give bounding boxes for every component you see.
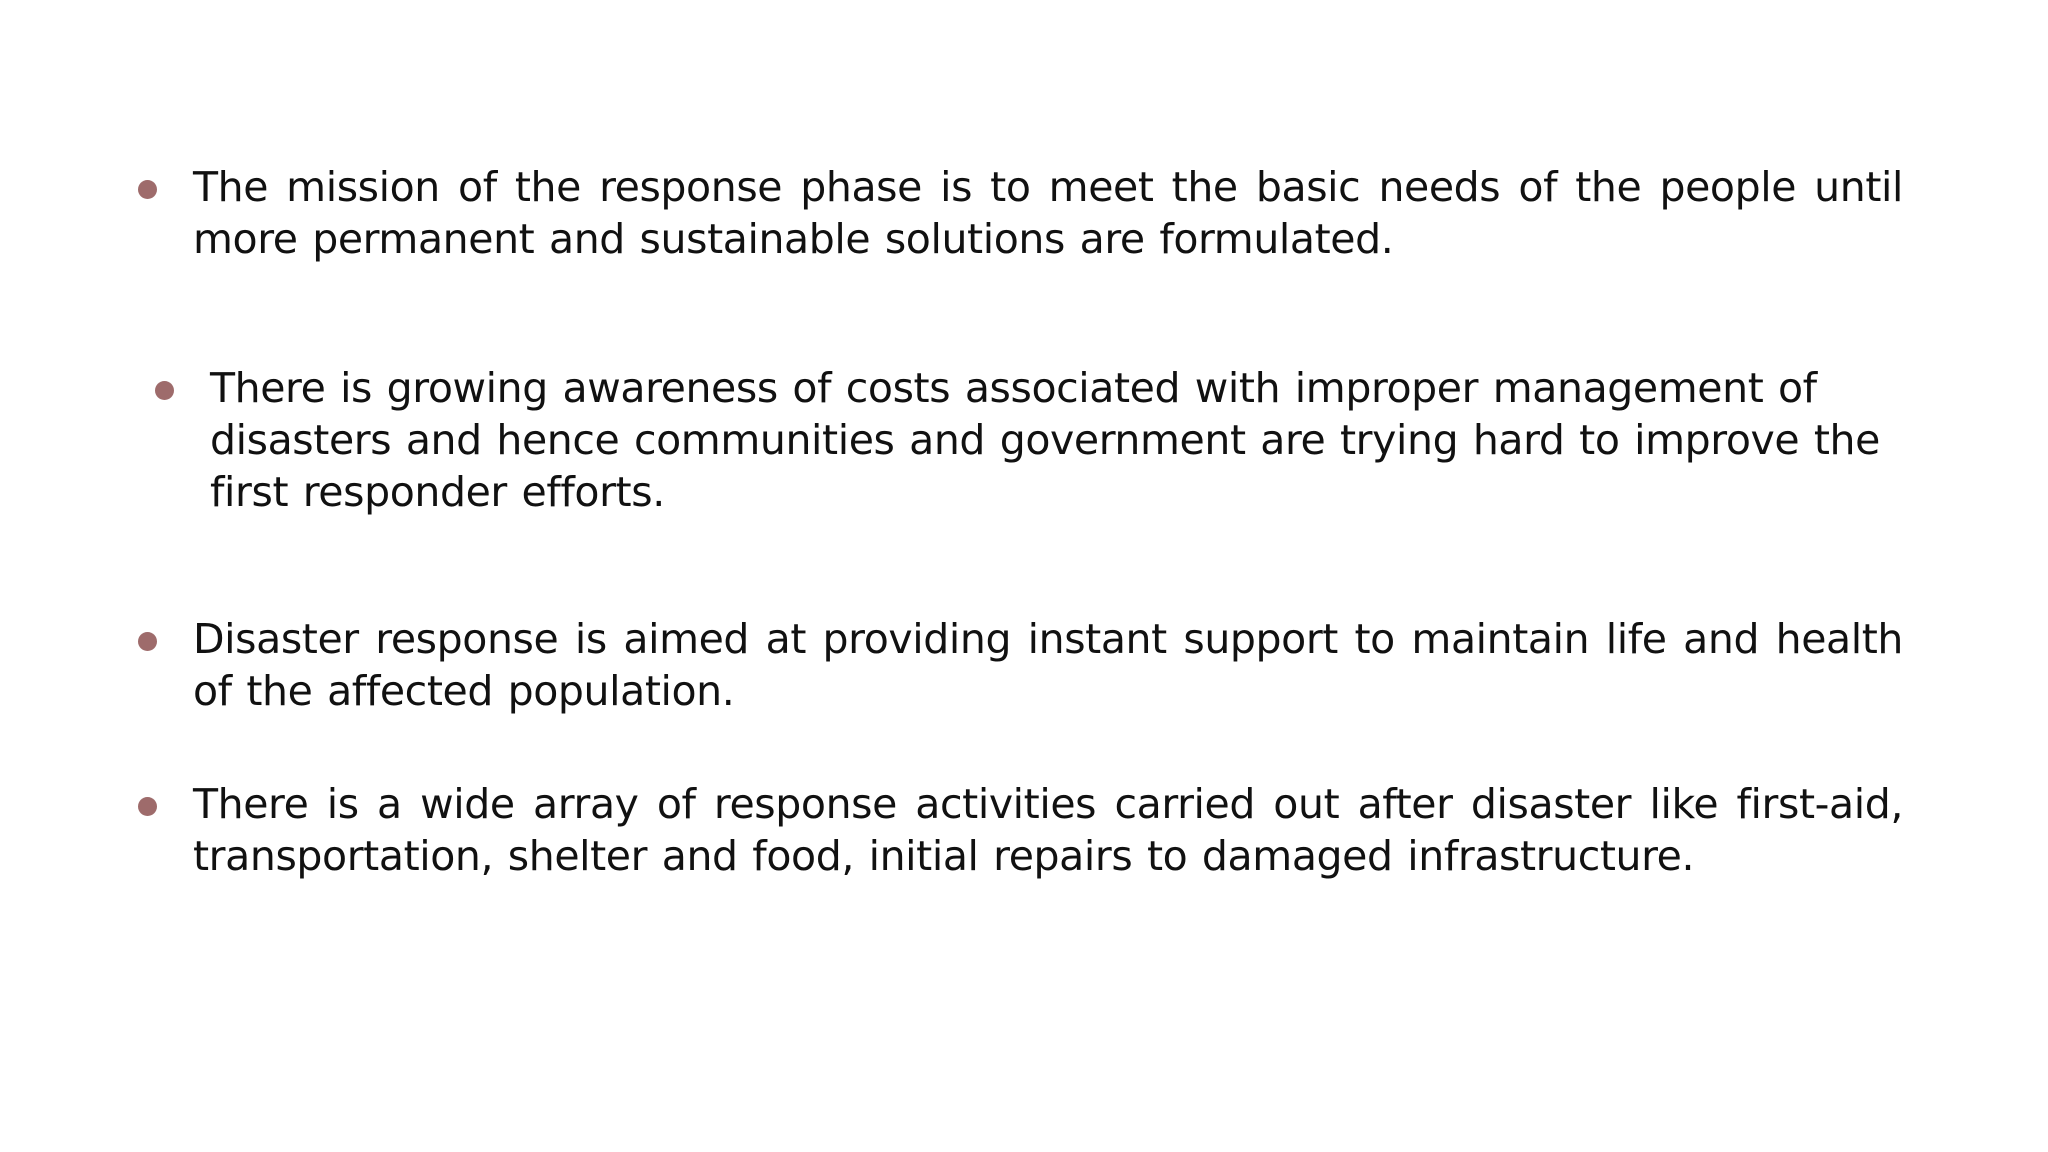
bullet-dot-icon [138, 797, 157, 816]
bullet-text: There is growing awareness of costs associated with improper management of disasters and hence communities and government are trying hard to improve the first responder efforts. [210, 364, 1880, 516]
bullet-dot-icon [138, 180, 157, 199]
bullet-dot-icon [155, 381, 174, 400]
bullet-text: There is a wide array of response activities carried out after disaster like first-aid, transportation, shelter and food, initial repairs to damaged infrastructure. [193, 780, 1903, 880]
bullet-text: The mission of the response phase is to meet the basic needs of the people until more permanent and sustainable solutions are formulated. [193, 163, 1903, 263]
bullet-dot-icon [138, 632, 157, 651]
bullet-text: Disaster response is aimed at providing instant support to maintain life and health of the affected population. [193, 615, 1903, 715]
